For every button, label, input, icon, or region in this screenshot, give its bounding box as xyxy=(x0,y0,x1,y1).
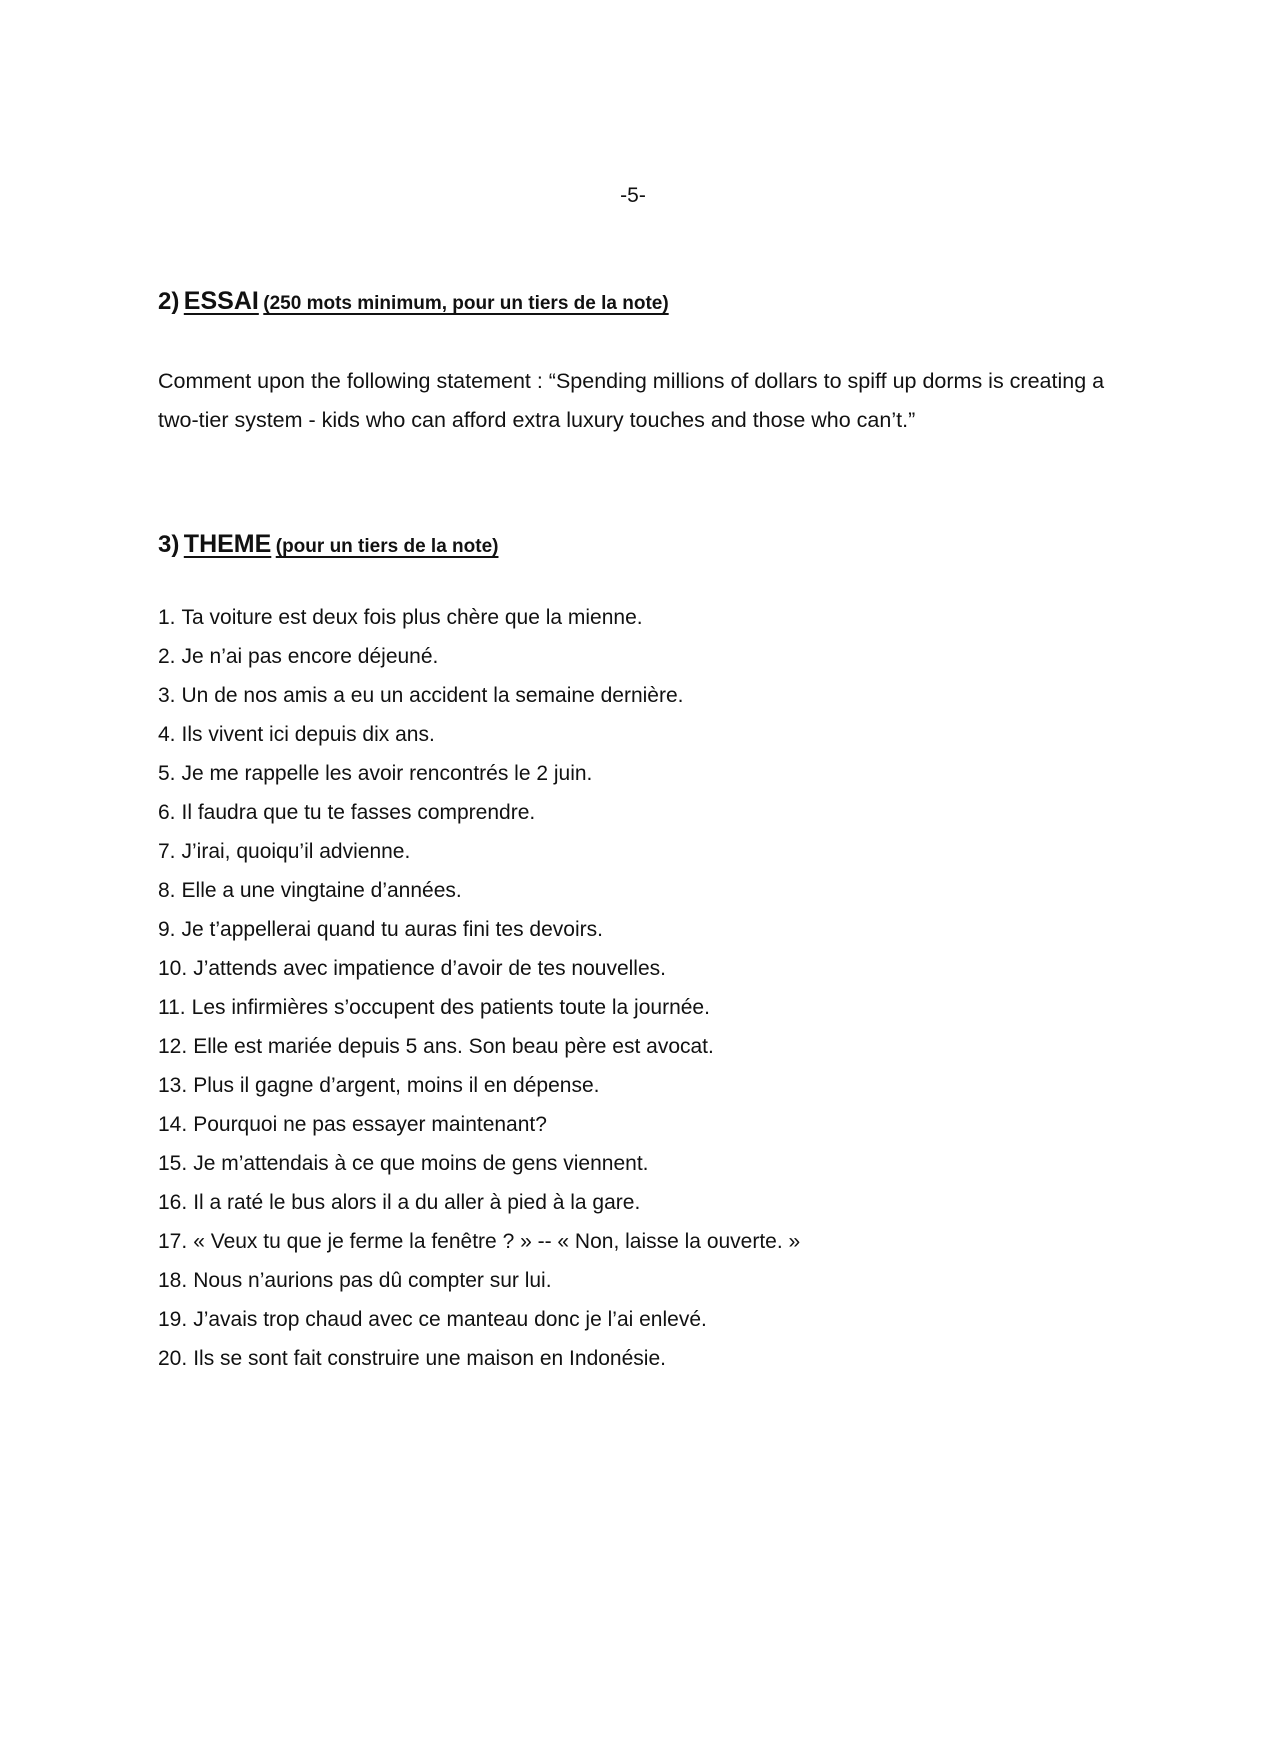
sentence-number: 11. xyxy=(158,996,186,1019)
essai-prompt: Comment upon the following statement : “Spending millions of dollars to spiff up dorms is creating a two-tier system - kids who can afford extra luxury touches and those who can’t.” xyxy=(158,369,1105,432)
sentence-item xyxy=(158,1222,800,1261)
sentence-number: 12. xyxy=(158,1035,188,1058)
sentence-number: 9. xyxy=(158,918,176,941)
sentence-item xyxy=(158,949,800,988)
sentence-number: 14. xyxy=(158,1113,188,1136)
essai-heading xyxy=(158,287,669,316)
essai-note: (250 mots minimum, pour un tiers de la note) xyxy=(263,293,669,314)
sentence-text: J’attends avec impatience d’avoir de tes nouvelles. xyxy=(193,957,666,980)
sentence-text: « Veux tu que je ferme la fenêtre ? » -- « Non, laisse la ouverte. » xyxy=(193,1230,801,1253)
sentence-item xyxy=(158,988,800,1027)
theme-heading xyxy=(158,530,498,559)
essai-section-number: 2) xyxy=(158,288,180,315)
sentence-text: Pourquoi ne pas essayer maintenant? xyxy=(193,1113,547,1136)
sentence-number: 6. xyxy=(158,801,176,824)
sentence-number: 8. xyxy=(158,879,176,902)
sentence-item xyxy=(158,1300,800,1339)
sentence-item xyxy=(158,1183,800,1222)
sentence-item xyxy=(158,754,800,793)
theme-section-number: 3) xyxy=(158,531,180,558)
sentence-item xyxy=(158,637,800,676)
sentence-text: Nous n’aurions pas dû compter sur lui. xyxy=(193,1269,552,1292)
sentence-text: Je n’ai pas encore déjeuné. xyxy=(181,645,439,668)
sentence-item xyxy=(158,1339,800,1378)
sentence-text: Je m’attendais à ce que moins de gens viennent. xyxy=(193,1152,649,1175)
sentence-item xyxy=(158,832,800,871)
sentence-item xyxy=(158,1027,800,1066)
sentence-item xyxy=(158,676,800,715)
sentence-number: 19. xyxy=(158,1308,188,1331)
sentence-text: J’irai, quoiqu’il advienne. xyxy=(181,840,411,863)
sentence-item xyxy=(158,1066,800,1105)
sentence-item xyxy=(158,598,800,637)
sentence-text: Il faudra que tu te fasses comprendre. xyxy=(181,801,536,824)
sentence-number: 5. xyxy=(158,762,176,785)
sentence-number: 18. xyxy=(158,1269,188,1292)
sentence-item xyxy=(158,910,800,949)
sentence-number: 2. xyxy=(158,645,176,668)
essai-title: ESSAI xyxy=(183,287,259,315)
sentence-number: 7. xyxy=(158,840,176,863)
sentence-text: J’avais trop chaud avec ce manteau donc je l’ai enlevé. xyxy=(193,1308,707,1331)
sentence-number: 4. xyxy=(158,723,176,746)
sentence-item xyxy=(158,715,800,754)
theme-note: (pour un tiers de la note) xyxy=(275,536,499,557)
sentence-text: Je me rappelle les avoir rencontrés le 2 juin. xyxy=(181,762,593,785)
sentence-number: 13. xyxy=(158,1074,188,1097)
sentence-text: Ils vivent ici depuis dix ans. xyxy=(181,723,435,746)
sentence-text: Elle est mariée depuis 5 ans. Son beau père est avocat. xyxy=(193,1035,714,1058)
sentence-number: 1. xyxy=(158,606,176,629)
sentence-text: Il a raté le bus alors il a du aller à pied à la gare. xyxy=(193,1191,641,1214)
sentence-item xyxy=(158,1144,800,1183)
sentence-number: 20. xyxy=(158,1347,188,1370)
sentence-text: Je t’appellerai quand tu auras fini tes devoirs. xyxy=(181,918,603,941)
sentence-text: Elle a une vingtaine d’années. xyxy=(181,879,462,902)
sentence-number: 3. xyxy=(158,684,176,707)
sentence-text: Les infirmières s’occupent des patients toute la journée. xyxy=(191,996,710,1019)
sentence-item xyxy=(158,793,800,832)
theme-sentence-list xyxy=(158,598,800,1378)
sentence-item xyxy=(158,1105,800,1144)
sentence-text: Plus il gagne d’argent, moins il en dépense. xyxy=(193,1074,600,1097)
sentence-number: 17. xyxy=(158,1230,188,1253)
sentence-number: 16. xyxy=(158,1191,188,1214)
page-number: -5- xyxy=(620,184,646,207)
sentence-text: Ta voiture est deux fois plus chère que la mienne. xyxy=(181,606,643,629)
sentence-number: 10. xyxy=(158,957,188,980)
sentence-text: Un de nos amis a eu un accident la semaine dernière. xyxy=(181,684,684,707)
theme-title: THEME xyxy=(183,530,272,558)
sentence-text: Ils se sont fait construire une maison en Indonésie. xyxy=(193,1347,666,1370)
sentence-item xyxy=(158,871,800,910)
sentence-item xyxy=(158,1261,800,1300)
sentence-number: 15. xyxy=(158,1152,188,1175)
